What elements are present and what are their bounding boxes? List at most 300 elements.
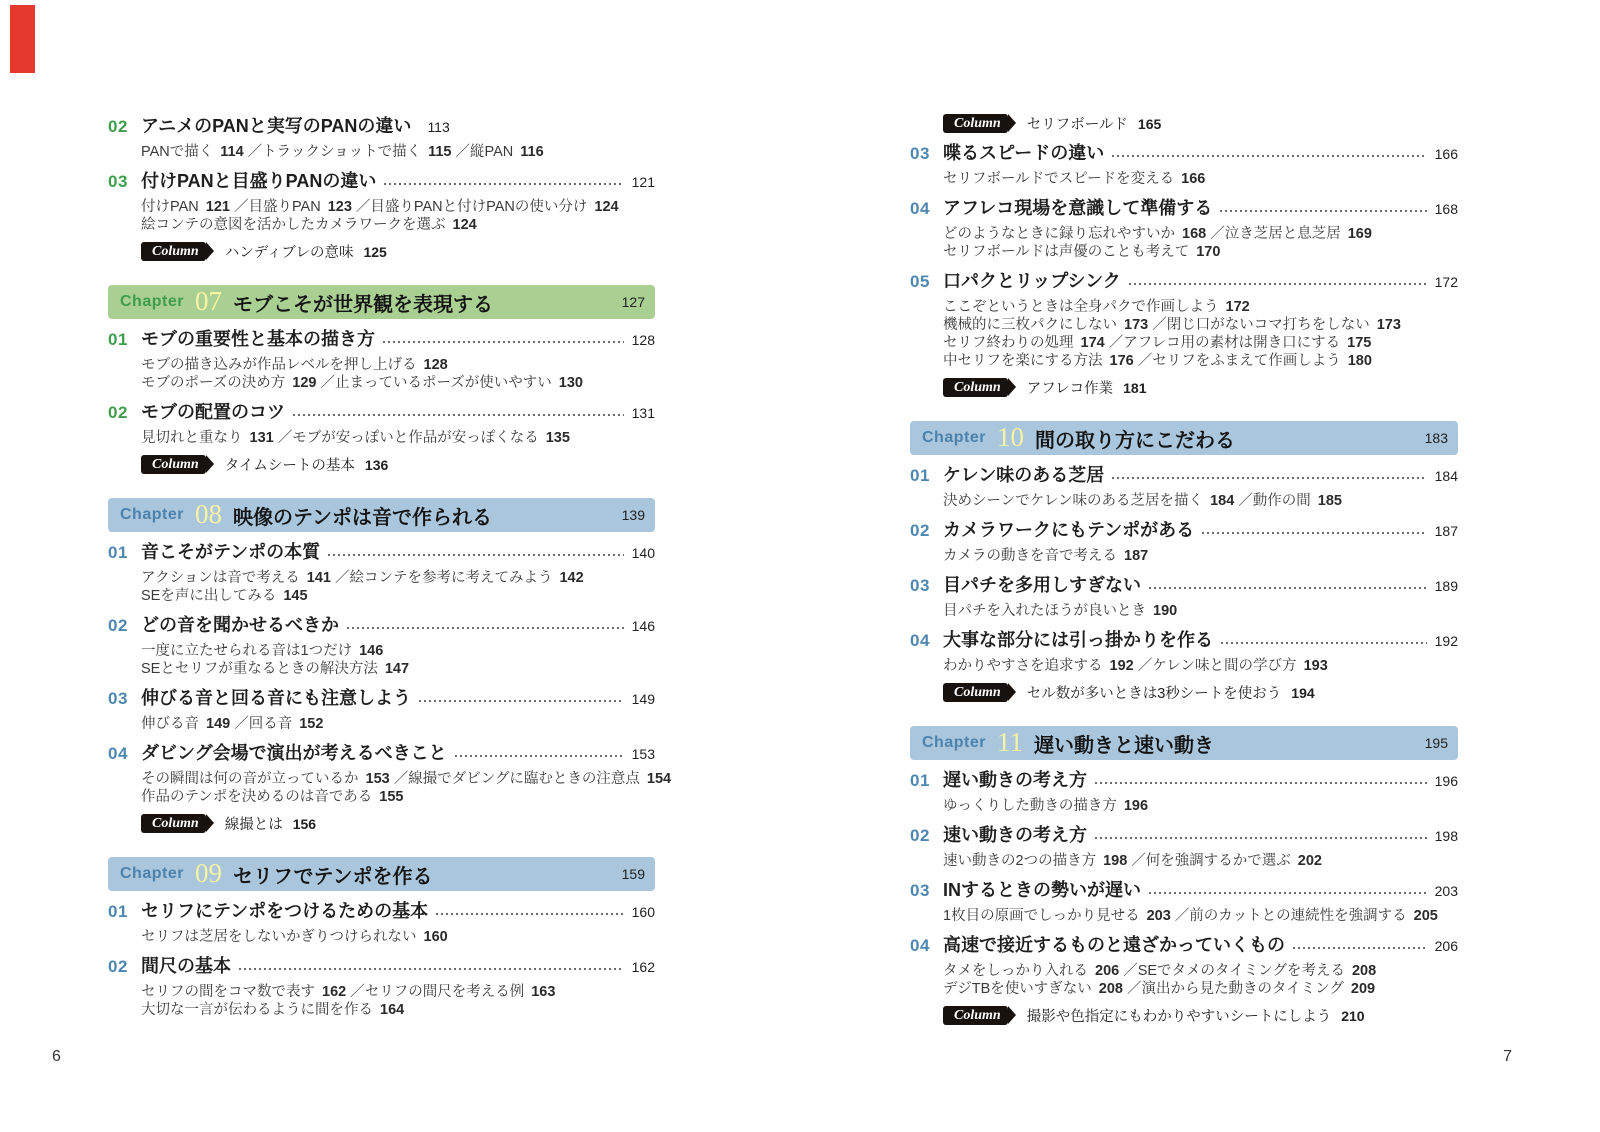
- sub-topic: 機械的に三枚パクにしない: [943, 317, 1117, 333]
- column-title: 撮影や色指定にもわかりやすいシートにしよう: [1026, 1009, 1332, 1025]
- section-title: 付けPANと目盛りPANの違い: [141, 171, 377, 191]
- page-number: 198: [1434, 828, 1458, 844]
- sub-topic: 中セリフを楽にする方法: [943, 353, 1103, 369]
- separator: ／: [1137, 658, 1153, 674]
- toc-sub-line: [141, 198, 655, 216]
- section-number: 01: [108, 330, 128, 349]
- column-row: [108, 455, 655, 474]
- sub-topic: 前のカットとの連続性を強調する: [1189, 908, 1407, 924]
- sub-topic: 線撮でダビングに臨むときの注意点: [408, 771, 640, 787]
- sub-topic: 目パチを入れたほうが良いとき: [943, 603, 1146, 619]
- toc-sub-line: [943, 225, 1458, 243]
- toc-sub-line: [943, 334, 1458, 352]
- toc-entry: [910, 770, 1458, 815]
- column-row: [108, 242, 655, 261]
- toc-sub-line: [943, 980, 1458, 998]
- section-number: 01: [108, 543, 128, 562]
- sub-topic: 縦PAN: [469, 144, 514, 160]
- separator: ／: [234, 716, 249, 732]
- page-number: 203: [1434, 883, 1458, 899]
- sub-page-number: 147: [384, 661, 410, 677]
- sub-topics: [910, 657, 1458, 675]
- page-number-right: 7: [1503, 1048, 1512, 1065]
- section-title: ケレン味のある芝居: [943, 465, 1105, 485]
- toc-entry: [108, 688, 655, 733]
- section-number: 01: [910, 771, 930, 790]
- sub-topic: アクションは音で考える: [141, 570, 300, 586]
- separator: ／: [1210, 226, 1225, 242]
- dot-leader: [1293, 947, 1427, 949]
- sub-page-number: 160: [423, 929, 448, 945]
- sub-topic: モブのポーズの決め方: [141, 375, 286, 391]
- page-number: 183: [1424, 430, 1448, 446]
- chapter-label: Chapter: [922, 734, 986, 751]
- sub-page-number: 114: [220, 144, 244, 160]
- toc-sub-line: [943, 298, 1458, 316]
- sub-page-number: 193: [1303, 658, 1328, 674]
- sub-topics: [108, 642, 655, 678]
- sub-topics: [910, 852, 1458, 870]
- section-number: 01: [108, 902, 128, 921]
- toc-column-right: [910, 106, 1458, 1025]
- toc-entry-heading: [108, 956, 655, 977]
- dot-leader: [1112, 155, 1426, 157]
- toc-sub-line: [141, 770, 672, 788]
- section-number: 03: [910, 881, 930, 900]
- toc-sub-line: [141, 587, 655, 605]
- section-title: 高速で接近するものと遠ざかっていくもの: [943, 935, 1285, 955]
- sub-page-number: 192: [1109, 658, 1134, 674]
- toc-sub-line: [141, 660, 655, 678]
- column-row: [910, 1006, 1458, 1025]
- dot-leader: [1149, 892, 1427, 894]
- sub-topic: その瞬間は何の音が立っているか: [141, 771, 359, 787]
- toc-entry-heading: [108, 402, 655, 423]
- section-title: 喋るスピードの違い: [943, 143, 1105, 163]
- toc-sub-line: [141, 715, 655, 733]
- section-number: 02: [108, 616, 128, 635]
- sub-page-number: 153: [365, 771, 390, 787]
- toc-entry-heading: [910, 880, 1458, 901]
- separator: ／: [334, 570, 350, 586]
- page-number: 160: [631, 904, 655, 920]
- sub-topic: 絵コンテを参考に考えてみよう: [349, 570, 553, 586]
- sub-topic: セリフボールドは声優のことも考えて: [943, 244, 1190, 260]
- toc-sub-line: [141, 983, 655, 1001]
- separator: ／: [277, 430, 293, 446]
- sub-topic: 閉じ口がないコマ打ちをしない: [1166, 317, 1370, 333]
- separator: ／: [1174, 908, 1190, 924]
- sub-page-number: 187: [1124, 548, 1149, 564]
- dot-leader: [384, 183, 623, 185]
- toc-entry: [910, 880, 1458, 925]
- sub-topic: セリフをふまえて作画しよう: [1152, 353, 1341, 369]
- sub-topics: [108, 198, 655, 234]
- page-number: 113: [427, 119, 450, 135]
- toc-entry: [108, 615, 655, 678]
- separator: ／: [1152, 317, 1167, 333]
- sub-page-number: 124: [594, 199, 619, 215]
- sub-topic: 回る音: [248, 716, 293, 732]
- toc-entry-heading: [910, 935, 1458, 956]
- toc-entry: [108, 901, 655, 946]
- sub-page-number: 162: [322, 984, 347, 1000]
- page-number: 162: [631, 959, 655, 975]
- page-number: 181: [1123, 379, 1147, 396]
- sub-topic: 止まっているポーズが使いやすい: [334, 375, 552, 391]
- sub-topic: SEとセリフが重なるときの解決方法: [141, 661, 378, 677]
- toc-sub-line: [943, 852, 1458, 870]
- toc-sub-line: [141, 788, 655, 806]
- page-number-left: 6: [52, 1048, 61, 1065]
- sub-topics: [108, 770, 672, 806]
- sub-topic: 大切な一言が伝わるように間を作る: [141, 1002, 373, 1018]
- section-title: 速い動きの考え方: [943, 825, 1087, 845]
- sub-page-number: 129: [292, 375, 317, 391]
- sub-page-number: 190: [1153, 603, 1178, 619]
- toc-entry-heading: [910, 198, 1458, 219]
- column-badge: Column: [943, 1006, 1008, 1025]
- toc-entry: [108, 329, 655, 392]
- column-title: 線撮とは: [224, 817, 283, 833]
- sub-topics: [108, 569, 655, 605]
- sub-page-number: 168: [1182, 226, 1207, 242]
- sub-page-number: 130: [558, 375, 583, 391]
- separator: ／: [247, 144, 263, 160]
- sub-page-number: 173: [1124, 317, 1149, 333]
- sub-topic: ゆっくりした動きの描き方: [943, 798, 1117, 814]
- page-number: 140: [631, 545, 655, 561]
- sub-topics: [108, 429, 655, 447]
- toc-entry-heading: [910, 520, 1458, 541]
- sub-page-number: 128: [423, 357, 448, 373]
- sub-topic: 目盛りPANと付けPANの使い分け: [370, 199, 588, 215]
- toc-entry-heading: [910, 825, 1458, 846]
- chapter-label: Chapter: [120, 506, 184, 523]
- section-number: 02: [910, 521, 930, 540]
- dot-leader: [436, 913, 624, 915]
- sub-topic: セリフは芝居をしないかぎりつけられない: [141, 929, 417, 945]
- sub-page-number: 203: [1146, 908, 1171, 924]
- chapter-edge-tab: [10, 5, 35, 73]
- page-number: 156: [292, 815, 317, 832]
- section-title: モブの配置のコツ: [141, 402, 285, 422]
- dot-leader: [239, 968, 624, 970]
- toc-sub-line: [141, 356, 655, 374]
- sub-page-number: 121: [205, 199, 230, 215]
- section-title: ダビング会場で演出が考えるべきこと: [141, 743, 447, 763]
- section-number: 04: [910, 936, 930, 955]
- section-title: 目パチを多用しすぎない: [943, 575, 1141, 595]
- sub-page-number: 115: [428, 144, 452, 160]
- section-number: 03: [910, 144, 930, 163]
- column-row: [910, 683, 1458, 702]
- page-number: 168: [1434, 201, 1458, 217]
- page-number: 139: [621, 507, 645, 523]
- separator: ／: [355, 199, 371, 215]
- sub-page-number: 116: [520, 144, 544, 160]
- page-number: 136: [364, 456, 389, 473]
- sub-topic: 目盛りPAN: [248, 199, 321, 215]
- sub-topic: 付けPAN: [141, 199, 199, 215]
- dot-leader: [347, 627, 624, 629]
- dot-leader: [1112, 477, 1426, 479]
- toc-sub-line: [943, 602, 1458, 620]
- page-number: 210: [1341, 1007, 1365, 1024]
- toc-entry: [910, 575, 1458, 620]
- section-title: 伸びる音と回る音にも注意しよう: [141, 688, 411, 708]
- dot-leader: [1202, 532, 1427, 534]
- toc-sub-line: [141, 429, 655, 447]
- toc-sub-line: [943, 170, 1458, 188]
- toc-sub-line: [141, 569, 655, 587]
- section-title: 大事な部分には引っ掛かりを作る: [943, 630, 1213, 650]
- section-number: 02: [910, 826, 930, 845]
- chapter-label: Chapter: [120, 865, 184, 882]
- section-title: アニメのPANと実写のPANの違い: [141, 116, 412, 136]
- toc-entry: [910, 825, 1458, 870]
- toc-entry-heading: [108, 171, 655, 192]
- page-number: 187: [1434, 523, 1458, 539]
- sub-topic: トラックショットで描く: [262, 144, 422, 160]
- toc-sub-line: [943, 492, 1458, 510]
- toc-entry: [108, 956, 655, 1019]
- toc-sub-line: [943, 316, 1458, 334]
- sub-topics: [108, 356, 655, 392]
- sub-page-number: 173: [1376, 317, 1401, 333]
- toc-entry-heading: [108, 329, 655, 350]
- chapter-bar: [108, 498, 655, 532]
- sub-page-number: 169: [1347, 226, 1372, 242]
- column-badge: Column: [943, 683, 1008, 702]
- column-row: [910, 378, 1458, 397]
- sub-page-number: 180: [1347, 353, 1372, 369]
- column-badge: Column: [141, 814, 206, 833]
- sub-topic: どのようなときに録り忘れやすいか: [943, 226, 1175, 242]
- sub-page-number: 135: [545, 430, 570, 446]
- sub-page-number: 184: [1210, 493, 1235, 509]
- separator: ／: [350, 984, 365, 1000]
- sub-topic: わかりやすさを追求する: [943, 658, 1103, 674]
- chapter-title: 映像のテンポは音で作られる: [232, 506, 492, 529]
- sub-page-number: 175: [1347, 335, 1372, 351]
- section-title: 音こそがテンポの本質: [141, 542, 321, 562]
- chapter-number: 09: [194, 857, 222, 888]
- toc-entry: [910, 271, 1458, 370]
- toc-sub-line: [141, 1001, 655, 1019]
- toc-entry-heading: [910, 143, 1458, 164]
- page-number: 128: [631, 332, 655, 348]
- column-badge: Column: [943, 114, 1008, 133]
- page-number: 194: [1291, 684, 1315, 701]
- dot-leader: [1095, 782, 1427, 784]
- separator: ／: [1108, 335, 1124, 351]
- separator: ／: [1126, 981, 1142, 997]
- sub-page-number: 185: [1317, 493, 1342, 509]
- sub-topics: [910, 797, 1458, 815]
- sub-topic: ケレン味と間の学び方: [1152, 658, 1297, 674]
- sub-page-number: 209: [1350, 981, 1376, 997]
- separator: ／: [1123, 963, 1138, 979]
- chapter-number: 07: [194, 285, 222, 316]
- column-row: [910, 114, 1458, 133]
- separator: ／: [1137, 353, 1153, 369]
- section-title: 口パクとリップシンク: [943, 271, 1121, 291]
- sub-page-number: 146: [359, 643, 384, 659]
- sub-page-number: 206: [1095, 963, 1120, 979]
- page-number: 172: [1434, 274, 1458, 290]
- sub-page-number: 124: [452, 217, 477, 233]
- page-number: 149: [631, 691, 655, 707]
- sub-topic: SEを声に出してみる: [141, 588, 277, 604]
- toc-entry-heading: [910, 465, 1458, 486]
- sub-topics: [910, 492, 1458, 510]
- section-title: 間尺の基本: [141, 956, 231, 976]
- separator: ／: [320, 375, 335, 391]
- sub-topic: セリフの間をコマ数で表す: [141, 984, 315, 1000]
- column-badge: Column: [141, 455, 206, 474]
- column-title: セリフボールド: [1026, 117, 1128, 133]
- dot-leader: [1095, 837, 1427, 839]
- column-title: ハンディブレの意味: [224, 245, 354, 261]
- sub-topic: 絵コンテの意図を活かしたカメラワークを選ぶ: [141, 217, 446, 233]
- dot-leader: [293, 414, 624, 416]
- section-title: どの音を聞かせるべきか: [141, 615, 339, 635]
- dot-leader: [383, 341, 624, 343]
- section-number: 01: [910, 466, 930, 485]
- sub-page-number: 145: [283, 588, 308, 604]
- page-number: 206: [1434, 938, 1458, 954]
- section-title: INするときの勢いが遅い: [943, 880, 1141, 900]
- page-number: 131: [631, 405, 655, 421]
- section-number: 03: [910, 576, 930, 595]
- section-number: 02: [108, 957, 128, 976]
- sub-topic: カメラの動きを音で考える: [943, 548, 1117, 564]
- chapter-number: 10: [996, 421, 1024, 452]
- toc-sub-line: [943, 547, 1458, 565]
- column-title: タイムシートの基本: [224, 458, 355, 474]
- sub-page-number: 141: [306, 570, 331, 586]
- sub-topic: 速い動きの2つの描き方: [943, 853, 1097, 869]
- section-title: セリフにテンポをつけるための基本: [141, 901, 429, 921]
- dot-leader: [1129, 283, 1427, 285]
- sub-page-number: 202: [1297, 853, 1322, 869]
- sub-page-number: 208: [1351, 963, 1377, 979]
- toc-entry: [910, 935, 1458, 998]
- toc-sub-line: [943, 962, 1458, 980]
- sub-topics: [910, 547, 1458, 565]
- toc-entry-heading: [108, 615, 655, 636]
- section-number: 04: [108, 744, 128, 763]
- sub-topics: [910, 298, 1458, 370]
- page-number: 195: [1424, 735, 1448, 751]
- dot-leader: [419, 700, 624, 702]
- column-badge: Column: [943, 378, 1008, 397]
- page-number: 165: [1137, 115, 1162, 132]
- sub-page-number: 155: [379, 789, 404, 805]
- sub-topic: セリフボールドでスピードを変える: [943, 171, 1175, 187]
- dot-leader: [455, 755, 624, 757]
- dot-leader: [1220, 210, 1426, 212]
- sub-topic: 1枚目の原画でしっかり見せる: [943, 908, 1140, 924]
- sub-topic: 伸びる音: [141, 716, 199, 732]
- separator: ／: [393, 771, 409, 787]
- sub-topics: [108, 715, 655, 733]
- section-number: 02: [108, 403, 128, 422]
- section-number: 05: [910, 272, 930, 291]
- sub-page-number: 166: [1181, 171, 1206, 187]
- column-row: [108, 814, 655, 833]
- toc-sub-line: [943, 657, 1458, 675]
- sub-topics: [108, 928, 655, 946]
- chapter-bar: [910, 421, 1458, 455]
- sub-topic: セリフの間尺を考える例: [364, 984, 525, 1000]
- sub-topics: [108, 143, 655, 161]
- sub-page-number: 196: [1123, 798, 1149, 814]
- separator: ／: [1131, 853, 1146, 869]
- chapter-title: 遅い動きと速い動き: [1033, 734, 1214, 757]
- page-number: 125: [363, 243, 387, 260]
- sub-topic: 演出から見た動きのタイミング: [1141, 981, 1344, 997]
- toc-entry: [910, 198, 1458, 261]
- section-title: モブの重要性と基本の描き方: [141, 329, 375, 349]
- chapter-number: 11: [996, 726, 1023, 757]
- toc-sub-line: [943, 907, 1458, 925]
- chapter-label: Chapter: [120, 293, 184, 310]
- section-number: 02: [108, 117, 128, 136]
- sub-topic: 見切れと重なり: [141, 430, 243, 446]
- chapter-bar: [108, 285, 655, 319]
- toc-entry: [910, 465, 1458, 510]
- column-title: セル数が多いときは3秒シートを使おう: [1026, 686, 1282, 702]
- toc-sub-line: [141, 374, 655, 392]
- toc-entry: [108, 743, 672, 806]
- toc-entry: [108, 542, 655, 605]
- section-title: 遅い動きの考え方: [943, 770, 1087, 790]
- sub-topics: [108, 983, 655, 1019]
- sub-page-number: 170: [1196, 244, 1221, 260]
- sub-page-number: 163: [531, 984, 556, 1000]
- toc-sub-line: [141, 216, 655, 234]
- section-number: 03: [108, 689, 128, 708]
- separator: ／: [233, 199, 249, 215]
- toc-column-left: [108, 106, 672, 1019]
- page-number: 159: [621, 866, 645, 882]
- page-number: 196: [1434, 773, 1458, 789]
- toc-sub-line: [141, 928, 655, 946]
- toc-sub-line: [943, 352, 1458, 370]
- toc-entry: [910, 630, 1458, 675]
- sub-topic: 何を強調するかで選ぶ: [1145, 853, 1291, 869]
- dot-leader: [1221, 642, 1427, 644]
- sub-topic: 一度に立たせられる音は1つだけ: [141, 643, 353, 659]
- separator: ／: [1238, 493, 1253, 509]
- page-number: 184: [1434, 468, 1458, 484]
- sub-topic: モブの描き込みが作品レベルを押し上げる: [141, 357, 417, 373]
- chapter-title: セリフでテンポを作る: [232, 865, 433, 888]
- sub-page-number: 176: [1109, 353, 1134, 369]
- toc-sub-line: [943, 243, 1458, 261]
- sub-page-number: 164: [380, 1002, 405, 1018]
- sub-topic: タメをしっかり入れる: [943, 963, 1088, 979]
- sub-topics: [910, 962, 1458, 998]
- section-title: アフレコ現場を意識して準備する: [943, 198, 1213, 218]
- toc-entry-heading: [910, 630, 1458, 651]
- sub-page-number: 149: [206, 716, 231, 732]
- sub-topics: [910, 602, 1458, 620]
- chapter-title: 間の取り方にこだわる: [1034, 429, 1235, 452]
- sub-topic: SEでタメのタイミングを考える: [1137, 963, 1345, 979]
